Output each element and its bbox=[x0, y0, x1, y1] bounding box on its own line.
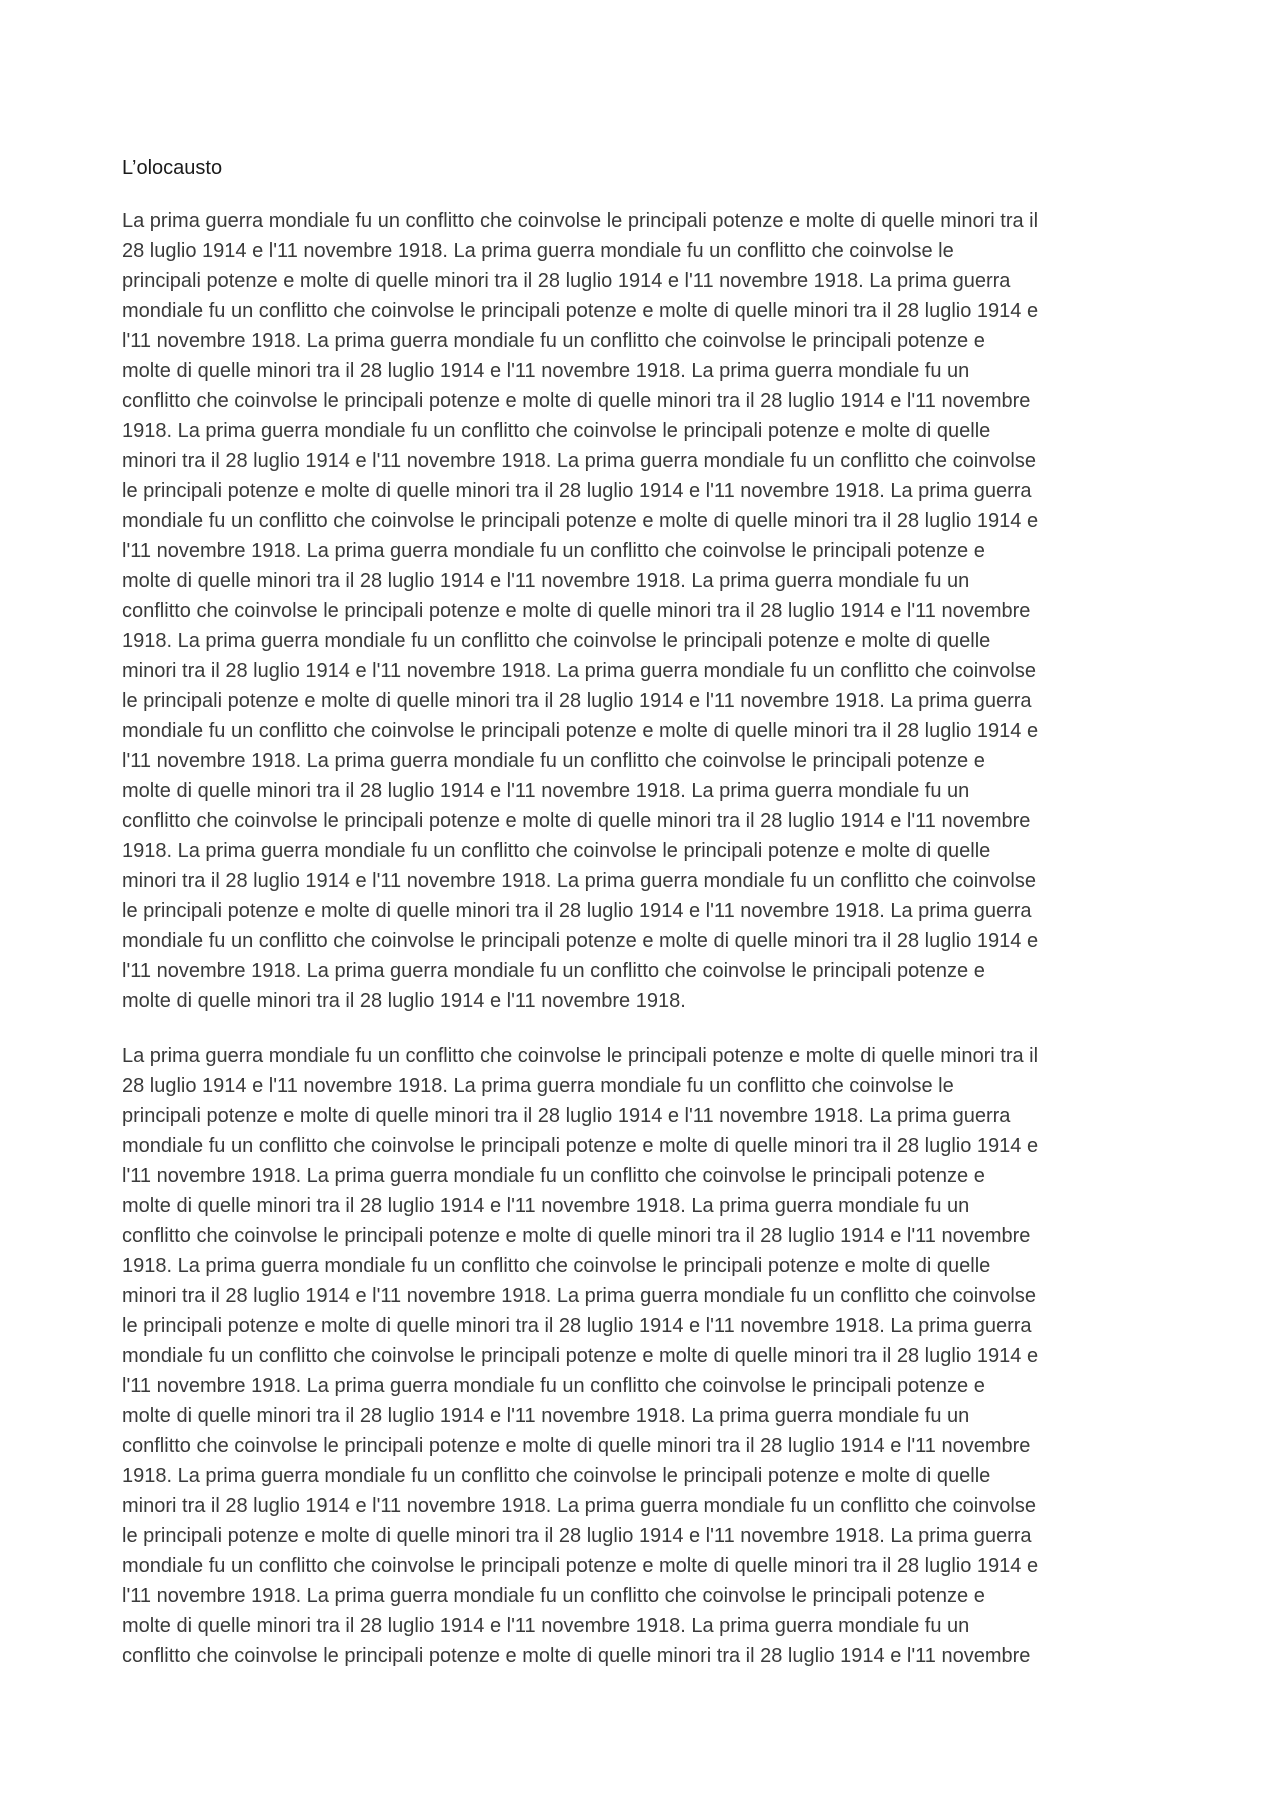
paragraph-line: conflitto che coinvolse le principali potenze e molte di quelle minori tra il 28 luglio 1914 e l'11 novembre bbox=[122, 1435, 1031, 1457]
paragraph-line: molte di quelle minori tra il 28 luglio 1914 e l'11 novembre 1918. La prima guerra mondiale fu un bbox=[122, 570, 970, 592]
paragraph-line: 28 luglio 1914 e l'11 novembre 1918. La prima guerra mondiale fu un conflitto che coinvolse le bbox=[122, 240, 954, 262]
paragraph-line: 1918. La prima guerra mondiale fu un conflitto che coinvolse le principali potenze e molte di quelle bbox=[122, 630, 991, 652]
paragraph-line: molte di quelle minori tra il 28 luglio 1914 e l'11 novembre 1918. La prima guerra mondiale fu un bbox=[122, 1405, 970, 1427]
paragraph-line: mondiale fu un conflitto che coinvolse le principali potenze e molte di quelle minori tra il 28 luglio 1914 e bbox=[122, 510, 1039, 532]
paragraph-line: le principali potenze e molte di quelle minori tra il 28 luglio 1914 e l'11 novembre 1918. La prima guerra bbox=[122, 1525, 1032, 1547]
paragraph-line: 1918. La prima guerra mondiale fu un conflitto che coinvolse le principali potenze e molte di quelle bbox=[122, 1465, 991, 1487]
paragraph bbox=[122, 1041, 1162, 1671]
paragraph-line: 28 luglio 1914 e l'11 novembre 1918. La prima guerra mondiale fu un conflitto che coinvolse le bbox=[122, 1075, 954, 1097]
paragraph-line: conflitto che coinvolse le principali potenze e molte di quelle minori tra il 28 luglio 1914 e l'11 novembre bbox=[122, 1645, 1031, 1667]
paragraph-line: minori tra il 28 luglio 1914 e l'11 novembre 1918. La prima guerra mondiale fu un conflitto che coinvolse bbox=[122, 1285, 1036, 1307]
paragraph bbox=[122, 206, 1162, 1016]
paragraph-line: 1918. La prima guerra mondiale fu un conflitto che coinvolse le principali potenze e molte di quelle bbox=[122, 1255, 991, 1277]
paragraph-line: conflitto che coinvolse le principali potenze e molte di quelle minori tra il 28 luglio 1914 e l'11 novembre bbox=[122, 1225, 1031, 1247]
paragraph-line: le principali potenze e molte di quelle minori tra il 28 luglio 1914 e l'11 novembre 1918. La prima guerra bbox=[122, 480, 1032, 502]
paragraph-line: mondiale fu un conflitto che coinvolse le principali potenze e molte di quelle minori tra il 28 luglio 1914 e bbox=[122, 1345, 1039, 1367]
paragraph-line: minori tra il 28 luglio 1914 e l'11 novembre 1918. La prima guerra mondiale fu un conflitto che coinvolse bbox=[122, 660, 1036, 682]
paragraph-line: La prima guerra mondiale fu un conflitto che coinvolse le principali potenze e molte di quelle minori tra il bbox=[122, 1045, 1039, 1067]
paragraph-line: minori tra il 28 luglio 1914 e l'11 novembre 1918. La prima guerra mondiale fu un conflitto che coinvolse bbox=[122, 1495, 1036, 1517]
paragraph-line: l'11 novembre 1918. La prima guerra mondiale fu un conflitto che coinvolse le principali potenze e bbox=[122, 1585, 985, 1607]
paragraph-line: le principali potenze e molte di quelle minori tra il 28 luglio 1914 e l'11 novembre 1918. La prima guerra bbox=[122, 900, 1032, 922]
paragraph-line: molte di quelle minori tra il 28 luglio 1914 e l'11 novembre 1918. La prima guerra mondiale fu un bbox=[122, 1195, 970, 1217]
paragraph-line: mondiale fu un conflitto che coinvolse le principali potenze e molte di quelle minori tra il 28 luglio 1914 e bbox=[122, 930, 1039, 952]
paragraph-line: l'11 novembre 1918. La prima guerra mondiale fu un conflitto che coinvolse le principali potenze e bbox=[122, 1375, 985, 1397]
paragraph-line: conflitto che coinvolse le principali potenze e molte di quelle minori tra il 28 luglio 1914 e l'11 novembre bbox=[122, 600, 1031, 622]
paragraph-line: minori tra il 28 luglio 1914 e l'11 novembre 1918. La prima guerra mondiale fu un conflitto che coinvolse bbox=[122, 870, 1036, 892]
paragraph-line: mondiale fu un conflitto che coinvolse le principali potenze e molte di quelle minori tra il 28 luglio 1914 e bbox=[122, 1555, 1039, 1577]
paragraph-line: minori tra il 28 luglio 1914 e l'11 novembre 1918. La prima guerra mondiale fu un conflitto che coinvolse bbox=[122, 450, 1036, 472]
paragraph-line: mondiale fu un conflitto che coinvolse le principali potenze e molte di quelle minori tra il 28 luglio 1914 e bbox=[122, 720, 1039, 742]
paragraph-line: La prima guerra mondiale fu un conflitto che coinvolse le principali potenze e molte di quelle minori tra il bbox=[122, 210, 1039, 232]
paragraph-line: conflitto che coinvolse le principali potenze e molte di quelle minori tra il 28 luglio 1914 e l'11 novembre bbox=[122, 390, 1031, 412]
paragraph-line: le principali potenze e molte di quelle minori tra il 28 luglio 1914 e l'11 novembre 1918. La prima guerra bbox=[122, 690, 1032, 712]
paragraph-line: l'11 novembre 1918. La prima guerra mondiale fu un conflitto che coinvolse le principali potenze e bbox=[122, 960, 985, 982]
paragraph-line: molte di quelle minori tra il 28 luglio 1914 e l'11 novembre 1918. La prima guerra mondiale fu un bbox=[122, 780, 970, 802]
paragraph-line: le principali potenze e molte di quelle minori tra il 28 luglio 1914 e l'11 novembre 1918. La prima guerra bbox=[122, 1315, 1032, 1337]
paragraph-line: molte di quelle minori tra il 28 luglio 1914 e l'11 novembre 1918. bbox=[122, 990, 686, 1012]
paragraph-line: conflitto che coinvolse le principali potenze e molte di quelle minori tra il 28 luglio 1914 e l'11 novembre bbox=[122, 810, 1031, 832]
paragraph-line: mondiale fu un conflitto che coinvolse le principali potenze e molte di quelle minori tra il 28 luglio 1914 e bbox=[122, 300, 1039, 322]
paragraph-line: molte di quelle minori tra il 28 luglio 1914 e l'11 novembre 1918. La prima guerra mondiale fu un bbox=[122, 1615, 970, 1637]
paragraph-line: l'11 novembre 1918. La prima guerra mondiale fu un conflitto che coinvolse le principali potenze e bbox=[122, 750, 985, 772]
document-title: L’olocausto bbox=[122, 157, 223, 179]
paragraph-line: mondiale fu un conflitto che coinvolse le principali potenze e molte di quelle minori tra il 28 luglio 1914 e bbox=[122, 1135, 1039, 1157]
paragraph-line: 1918. La prima guerra mondiale fu un conflitto che coinvolse le principali potenze e molte di quelle bbox=[122, 420, 991, 442]
paragraph-line: molte di quelle minori tra il 28 luglio 1914 e l'11 novembre 1918. La prima guerra mondiale fu un bbox=[122, 360, 970, 382]
paragraph-line: principali potenze e molte di quelle minori tra il 28 luglio 1914 e l'11 novembre 1918. La prima guerra bbox=[122, 1105, 1011, 1127]
paragraph-line: 1918. La prima guerra mondiale fu un conflitto che coinvolse le principali potenze e molte di quelle bbox=[122, 840, 991, 862]
paragraph-line: l'11 novembre 1918. La prima guerra mondiale fu un conflitto che coinvolse le principali potenze e bbox=[122, 540, 985, 562]
paragraph-line: l'11 novembre 1918. La prima guerra mondiale fu un conflitto che coinvolse le principali potenze e bbox=[122, 330, 985, 352]
paragraph-line: l'11 novembre 1918. La prima guerra mondiale fu un conflitto che coinvolse le principali potenze e bbox=[122, 1165, 985, 1187]
paragraph-line: principali potenze e molte di quelle minori tra il 28 luglio 1914 e l'11 novembre 1918. La prima guerra bbox=[122, 270, 1011, 292]
